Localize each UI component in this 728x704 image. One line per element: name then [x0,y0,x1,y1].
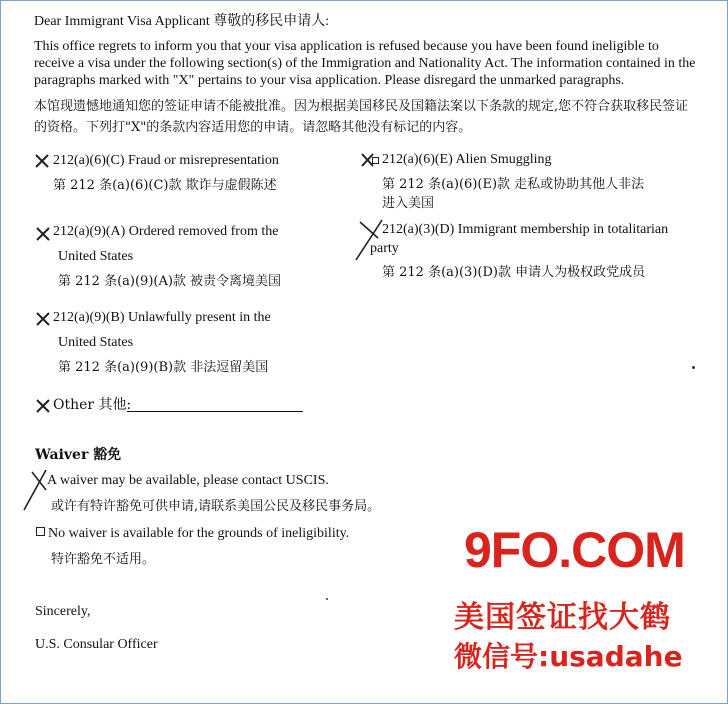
x-mark-removed [35,226,51,242]
totalitarian-label-en-1: 212(a)(3)(D) Immigrant membership in totalitarian [382,222,669,237]
fraud-label-cn: 第 212 条(a)(6)(C)款 欺诈与虚假陈述 [53,178,277,193]
fraud-label-en: 212(a)(6)(C) Fraud or misrepresentation [53,153,279,168]
unlawful-label-en-1: 212(a)(9)(B) Unlawfully present in the [53,310,271,325]
x-mark-smuggling [360,152,380,168]
closing-sincerely: Sincerely, [35,604,91,619]
smuggling-label-cn-1: 第 212 条(a)(6)(E)款 走私或协助其他人非法 [382,177,645,192]
waiver-none-row [36,525,349,543]
speck [692,366,695,369]
unlawful-label-cn: 第 212 条(a)(9)(B)款 非法逗留美国 [58,360,269,375]
intro-paragraph-en: This office regrets to inform you that your visa application is refused because you have been found ineligible to receive a visa under the following section(s) of the Immigration and Nationality Act. The information contained in the paragraphs marked with "X" pertains to your visa application. Please disregard the unmarked paragraphs. [34,39,696,88]
x-mark-other [35,398,51,414]
x-mark-unlawful [35,311,51,327]
removed-label-en-1: 212(a)(9)(A) Ordered removed from the [53,224,279,239]
other-label: Other 其他: [53,397,132,413]
other-blank-line [127,411,303,412]
closing-officer: U.S. Consular Officer [35,637,158,652]
smuggling-label-en: 212(a)(6)(E) Alien Smuggling [382,152,552,167]
removed-label-en-2: United States [58,249,134,264]
removed-label-cn: 第 212 条(a)(9)(A)款 被责令离境美国 [58,274,282,289]
waiver-available-cn: 或许有特许豁免可供申请,请联系美国公民及移民事务局。 [51,499,381,514]
intro-paragraph-cn: 本馆现遗憾地通知您的签证申请不能被批准。因为根据美国移民及国籍法案以下条款的规定,您不符合获取移民签证的资格。下列打"X"的条款内容适用您的申请。请忽略其他没有标记的内容。 [34,99,689,135]
waiver-none-cn: 特许豁免不适用。 [51,552,156,567]
smuggling-label-cn-2: 进入美国 [382,196,435,211]
waiver-available-en: A waiver may be available, please contact USCIS. [47,473,329,488]
watermark-line-2: 微信号:usadahe [454,640,683,673]
salutation: Dear Immigrant Visa Applicant 尊敬的移民申请人: [34,14,330,29]
waiver-none-checkbox [36,527,45,536]
totalitarian-label-en-2: party [370,241,399,256]
waiver-none-en: No waiver is available for the grounds of ineligibility. [48,526,350,541]
watermark-line-1: 美国签证找大鹤 [454,600,671,635]
waiver-heading: Waiver 豁免 [35,447,122,463]
watermark-brand: 9FO.COM [464,522,685,578]
totalitarian-label-cn: 第 212 条(a)(3)(D)款 申请人为极权政党成员 [382,265,646,280]
x-mark-fraud [34,153,50,169]
speck [326,598,328,600]
unlawful-label-en-2: United States [58,335,134,350]
